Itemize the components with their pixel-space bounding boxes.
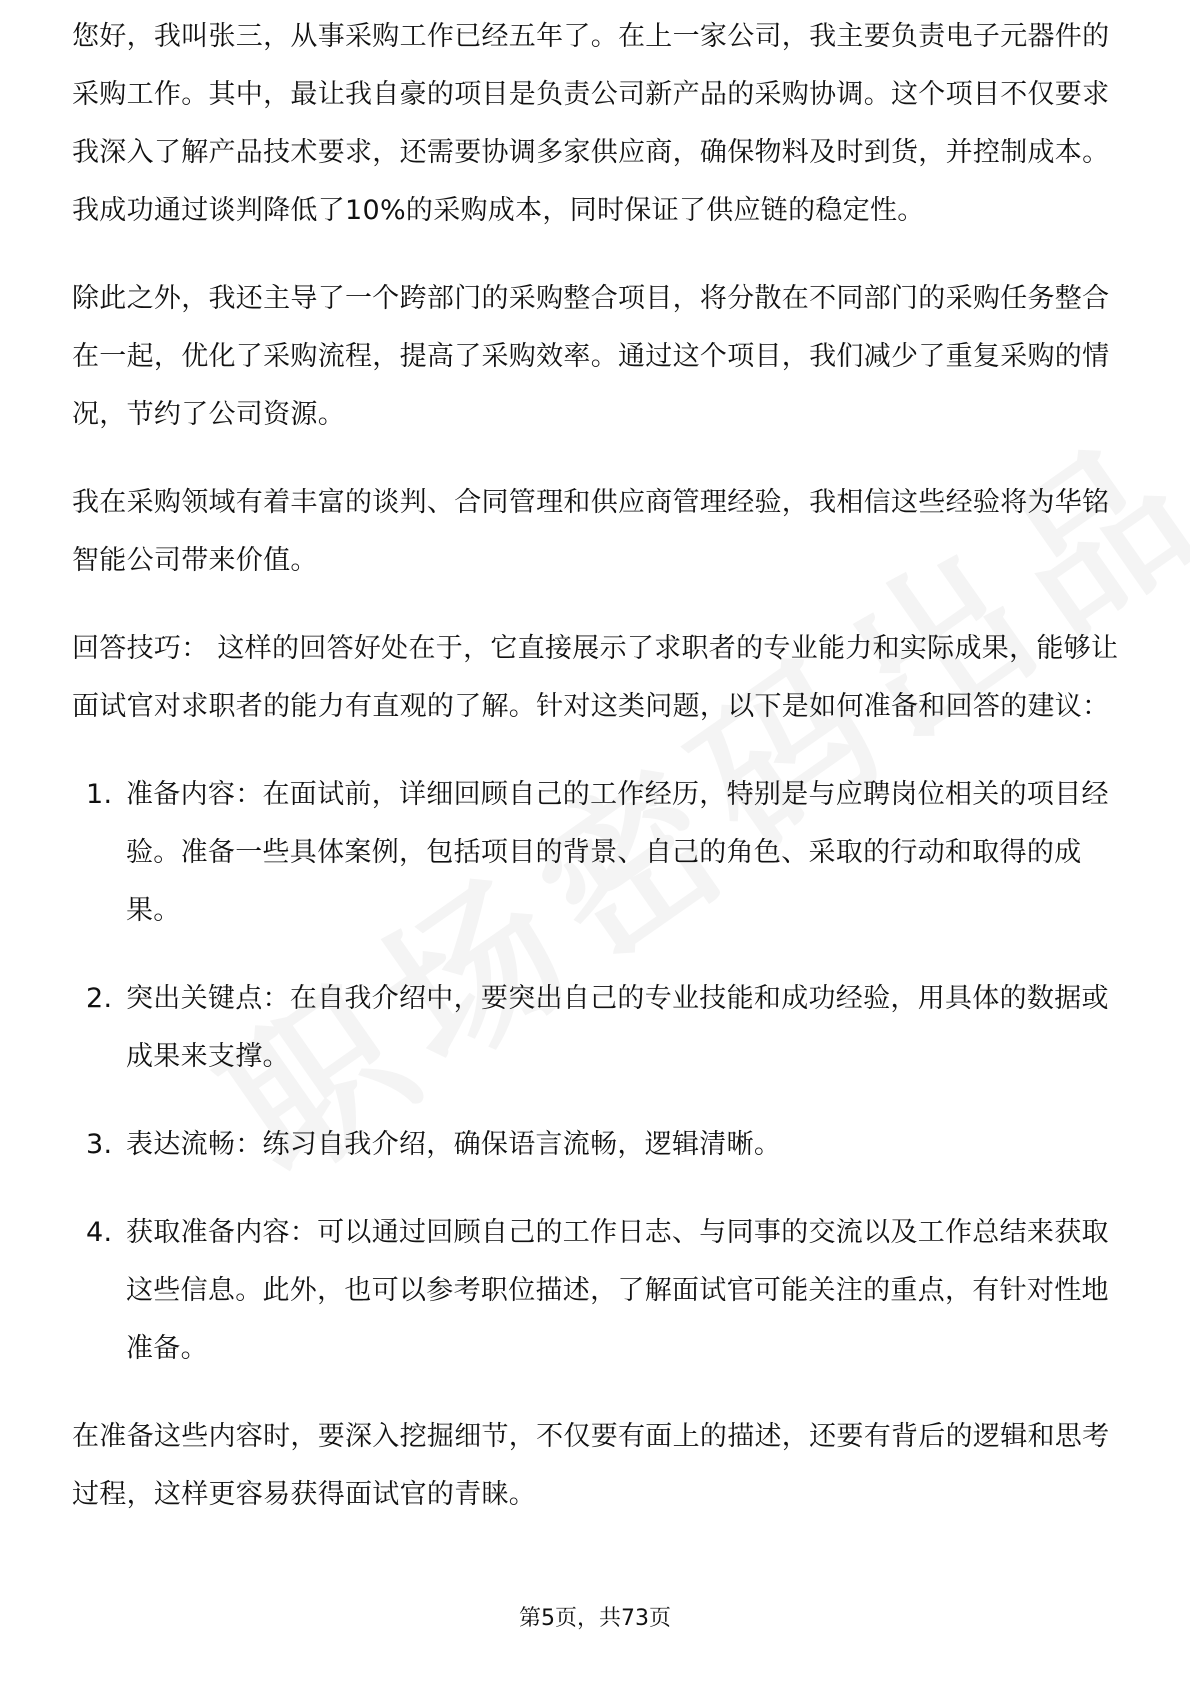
list-item (72, 970, 1122, 1086)
list-item (72, 1116, 1122, 1174)
paragraph-closing: 在准备这些内容时，要深入挖掘细节，不仅要有面上的描述，还要有背后的逻辑和思考过程，这样更容易获得面试官的青睐。 (72, 1421, 1110, 1510)
list-item (72, 766, 1122, 940)
list-item-number: 2. (86, 983, 113, 1014)
list-item (72, 1204, 1122, 1378)
page-number: 第5页，共73页 (519, 1606, 671, 1631)
tips-list (72, 766, 1122, 1378)
list-item-text: 获取准备内容：可以通过回顾自己的工作日志、与同事的交流以及工作总结来获取这些信息。此外，也可以参考职位描述，了解面试官可能关注的重点，有针对性地准备。 (126, 1217, 1109, 1364)
paragraph-experience-summary: 我在采购领域有着丰富的谈判、合同管理和供应商管理经验，我相信这些经验将为华铭智能公司带来价值。 (72, 487, 1110, 576)
list-item-number: 3. (86, 1129, 113, 1160)
list-item-number: 1. (86, 779, 113, 810)
list-item-text: 表达流畅：练习自我介绍，确保语言流畅，逻辑清晰。 (126, 1129, 782, 1160)
paragraph-answer-tips: 回答技巧： 这样的回答好处在于，它直接展示了求职者的专业能力和实际成果，能够让面试官对求职者的能力有直观的了解。针对这类问题，以下是如何准备和回答的建议： (72, 633, 1119, 722)
paragraph-self-intro: 您好，我叫张三，从事采购工作已经五年了。在上一家公司，我主要负责电子元器件的采购工作。其中，最让我自豪的项目是负责公司新产品的采购协调。这个项目不仅要求我深入了解产品技术要求，还需要协调多家供应商，确保物料及时到货，并控制成本。我成功通过谈判降低了10%的采购成本，同时保证了供应链的稳定性。 (72, 21, 1110, 226)
list-item-number: 4. (86, 1217, 113, 1248)
list-item-text: 突出关键点：在自我介绍中，要突出自己的专业技能和成功经验，用具体的数据或成果来支撑。 (126, 983, 1109, 1072)
list-item-text: 准备内容：在面试前，详细回顾自己的工作经历，特别是与应聘岗位相关的项目经验。准备一些具体案例，包括项目的背景、自己的角色、采取的行动和取得的成果。 (126, 779, 1109, 926)
document-body (72, 21, 1122, 1554)
paragraph-cross-dept-project: 除此之外，我还主导了一个跨部门的采购整合项目，将分散在不同部门的采购任务整合在一起，优化了采购流程，提高了采购效率。通过这个项目，我们减少了重复采购的情况，节约了公司资源。 (72, 283, 1110, 430)
